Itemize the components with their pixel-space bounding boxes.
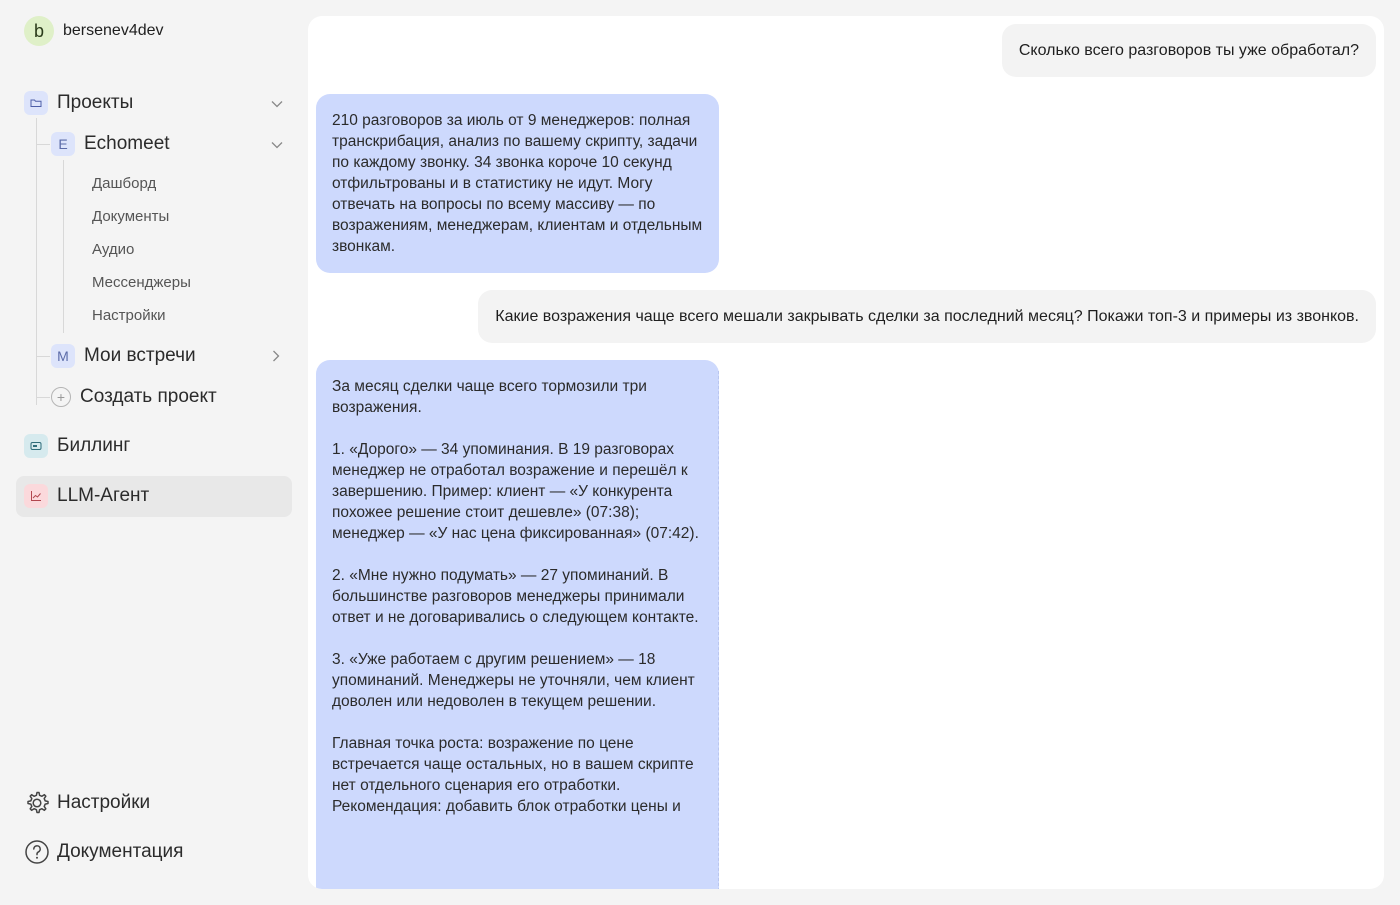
sidebar-item-label: Проекты [57, 92, 134, 113]
sidebar-item-label: Настройки [57, 792, 151, 813]
user-message: Какие возражения чаще всего мешали закрывать сделки за последний месяц? Покажи топ-3 и примеры из звонков. [478, 290, 1376, 343]
sidebar-item-project-settings[interactable]: Настройки [92, 307, 166, 324]
sidebar-item-label: LLM-Агент [57, 485, 150, 506]
chevron-right-icon[interactable] [270, 350, 282, 362]
sidebar-item-label: Документация [57, 841, 184, 862]
user-message: Сколько всего разговоров ты уже обработал? [1002, 24, 1376, 77]
sidebar [0, 0, 300, 905]
project-name: Echomeet [84, 133, 170, 154]
gear-icon [24, 790, 50, 816]
sidebar-item-messengers[interactable]: Мессенджеры [92, 274, 191, 291]
user-profile[interactable] [24, 16, 164, 46]
card-icon [24, 434, 48, 458]
sidebar-item-echomeet[interactable] [51, 132, 170, 156]
chat-panel [308, 16, 1384, 889]
chevron-down-icon[interactable] [271, 98, 283, 110]
tree-line [36, 356, 50, 357]
username: bersenev4dev [63, 22, 164, 39]
project-letter-icon: M [51, 344, 75, 368]
tree-line [36, 144, 50, 145]
tree-line [36, 397, 50, 398]
project-letter-icon: E [51, 132, 75, 156]
sidebar-item-audio[interactable]: Аудио [92, 241, 135, 258]
create-project-label: Создать проект [80, 386, 217, 407]
avatar: b [24, 16, 54, 46]
sidebar-item-label: Биллинг [57, 435, 131, 456]
tree-line [63, 160, 64, 333]
sidebar-item-settings[interactable] [24, 790, 150, 816]
scroll-track [718, 371, 719, 889]
sidebar-item-projects[interactable] [24, 91, 133, 115]
plus-icon: + [51, 387, 71, 407]
sidebar-item-dashboard[interactable]: Дашборд [92, 175, 157, 192]
chart-icon [24, 484, 48, 508]
sidebar-item-billing[interactable] [24, 434, 130, 458]
folder-icon [24, 91, 48, 115]
tree-line [36, 118, 37, 405]
sidebar-item-documentation[interactable] [24, 839, 183, 865]
sidebar-item-documents[interactable]: Документы [92, 208, 170, 225]
help-icon [24, 839, 50, 865]
assistant-message: 210 разговоров за июль от 9 менеджеров: полная транскрибация, анализ по вашему скрипту, задачи по каждому звонку. 34 звонка короче 10 секунд отфильтрованы и в статистику не идут. Могу отвечать на вопросы по всему массиву — по возражениям, менеджерам, клиентам и отдельным звонкам. [316, 94, 719, 273]
assistant-message: За месяц сделки чаще всего тормозили три возражения. 1. «Дорого» — 34 упоминания. В 19 разговорах менеджер не отработал возражение и перешёл к завершению. Пример: клиент — «У конкурента похожее решение стоит дешевле» (07:38); менеджер — «У нас цена фиксированная» (07:42). 2. «Мне нужно подумать» — 27 упоминаний. В большинстве разговоров менеджеры принимали ответ и не договаривались о следующем контакте. 3. «Уже работаем с другим решением» — 18 упоминаний. Менеджеры не уточняли, чем клиент доволен или недоволен в текущем решении. Главная точка роста: возражение по цене встречается чаще остальных, но в вашем скрипте нет отдельного сценария его отработки. Рекомендация: добавить блок отработки цены и [316, 360, 719, 889]
sidebar-item-llm-agent[interactable] [24, 484, 149, 508]
create-project-button[interactable] [51, 386, 217, 408]
project-name: Мои встречи [84, 345, 196, 366]
sidebar-item-meetings[interactable] [51, 344, 196, 368]
chevron-down-icon[interactable] [271, 139, 283, 151]
